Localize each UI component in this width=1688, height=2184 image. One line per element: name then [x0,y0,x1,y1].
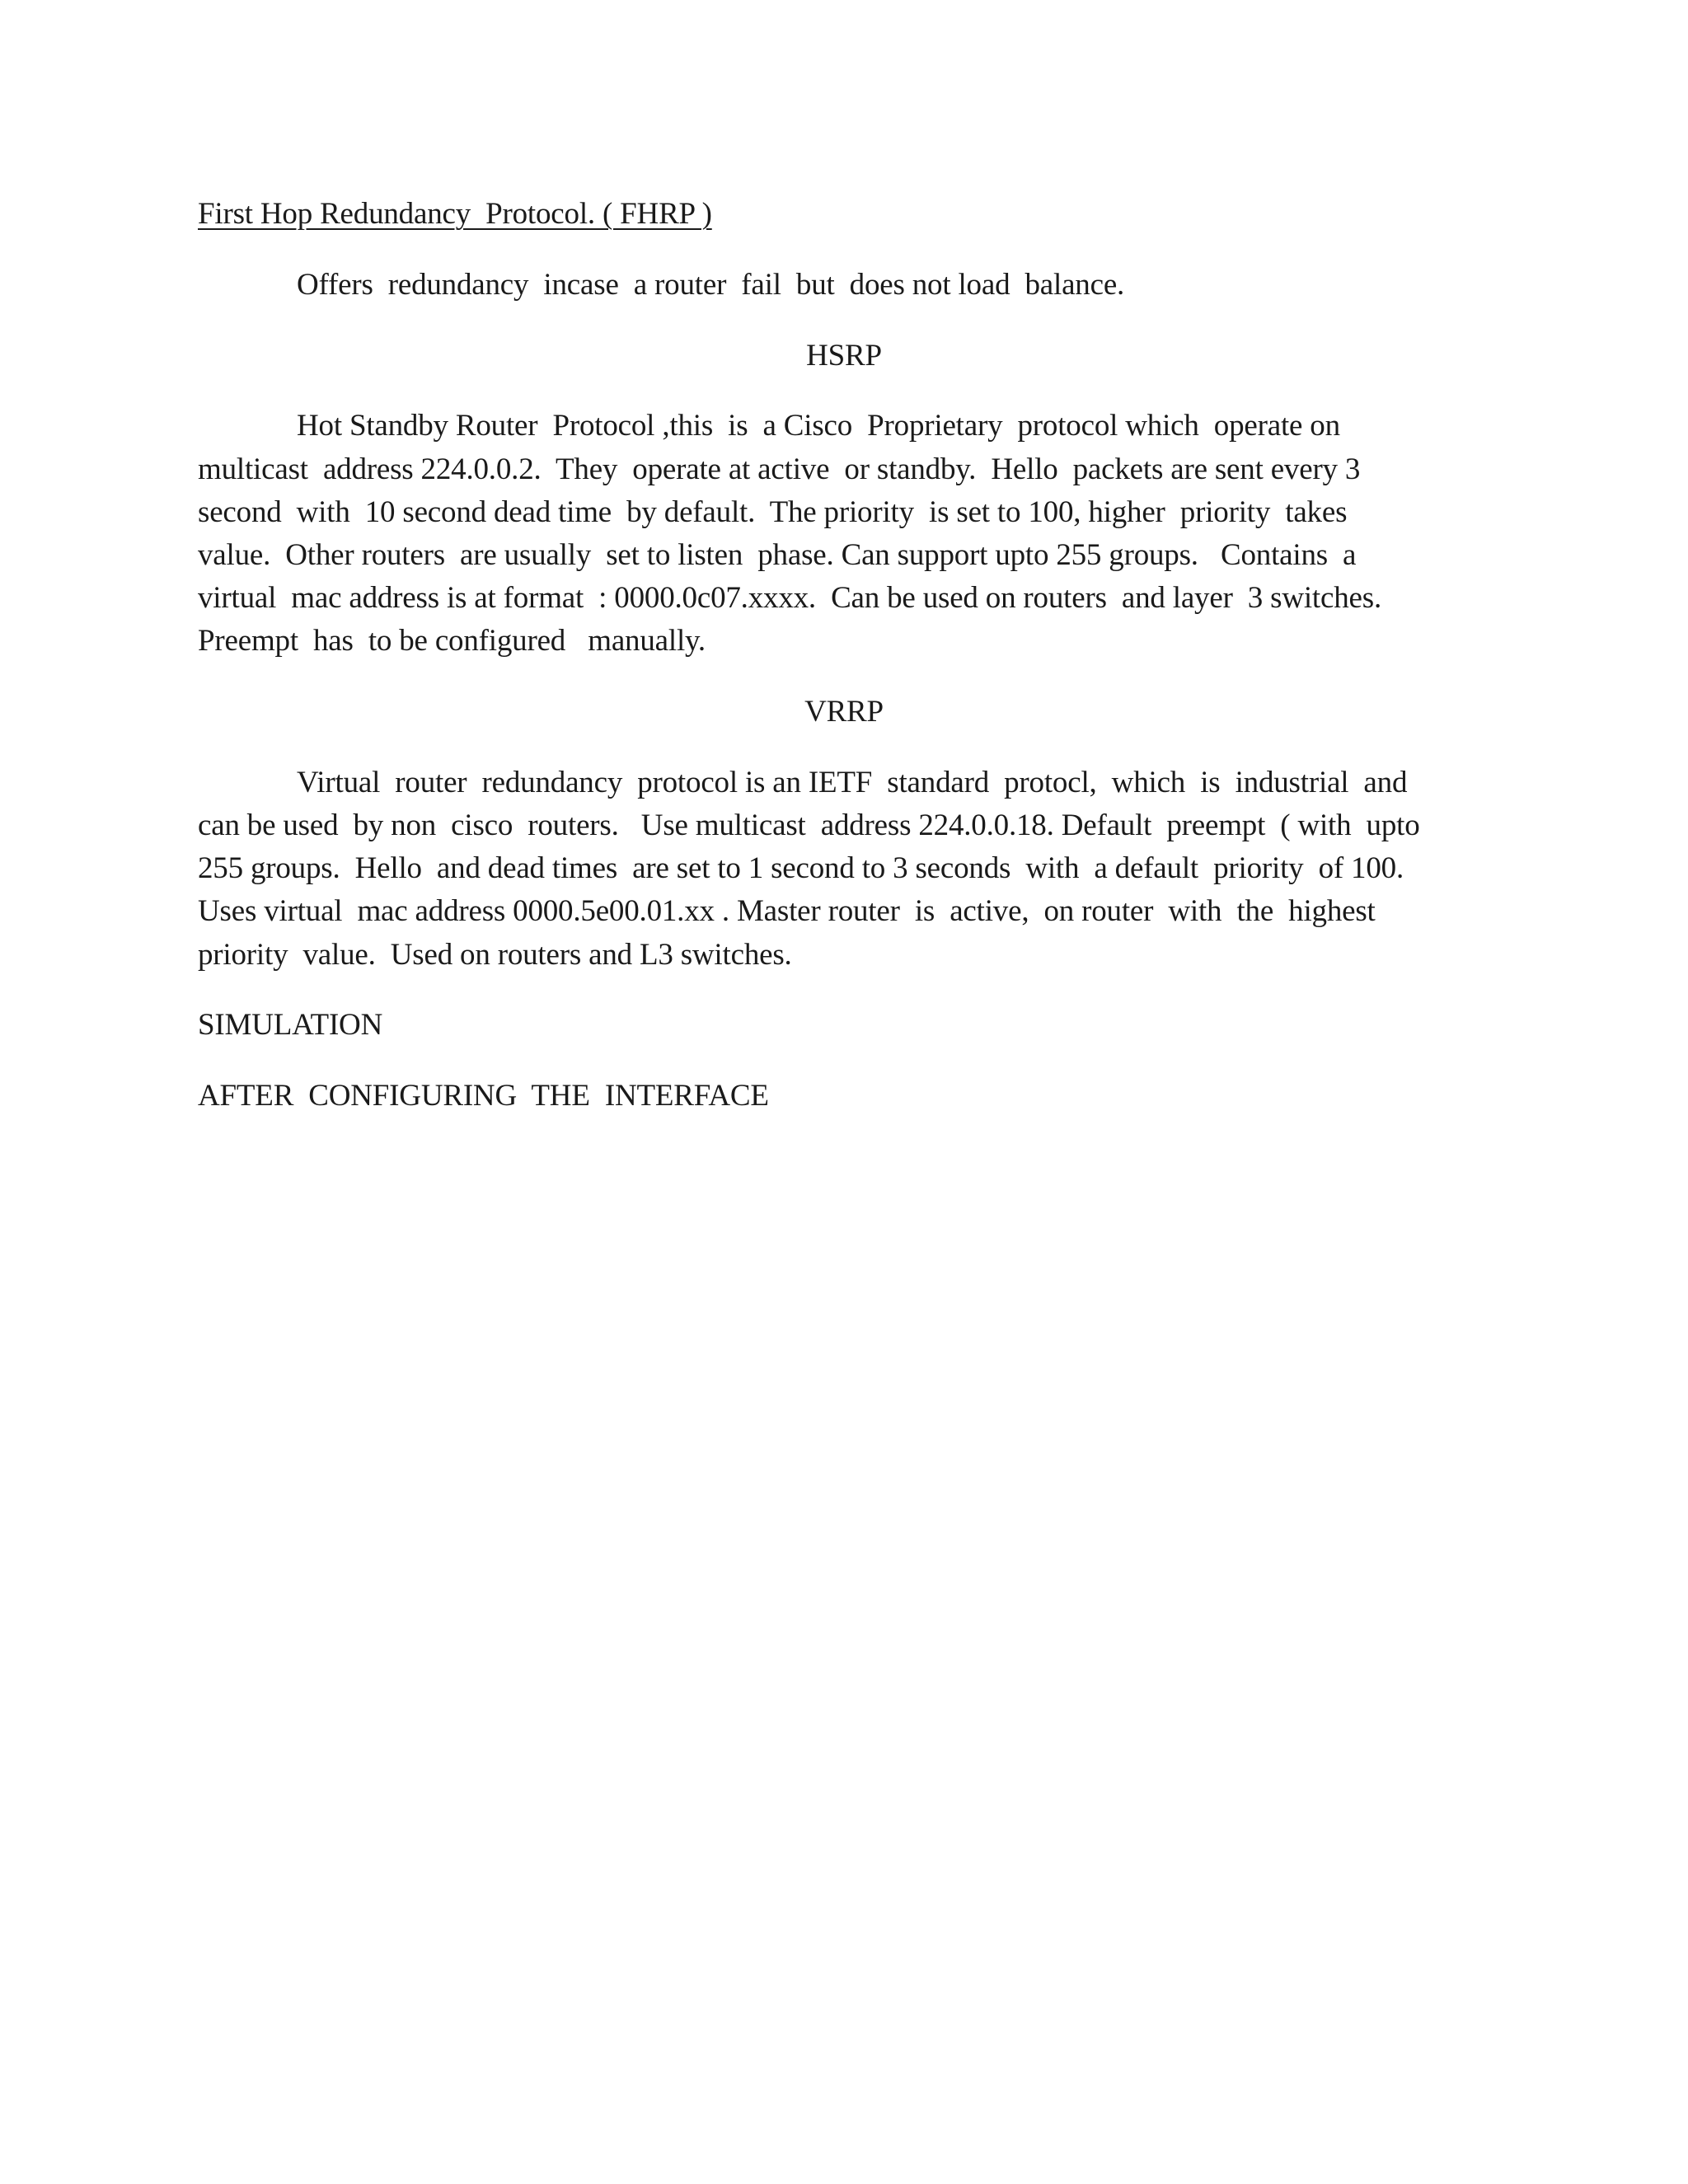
vrrp-paragraph-line: Uses virtual mac address 0000.5e00.01.xx . Master router is active, on router with the highest [198,894,1376,928]
hsrp-paragraph-line: multicast address 224.0.0.2. They operate at active or standby. Hello packets are sent every 3 [198,452,1361,486]
hsrp-paragraph-line: Preempt has to be configured manually. [198,624,706,658]
hsrp-paragraph-line: second with 10 second dead time by default. The priority is set to 100, higher priority takes [198,495,1348,529]
hsrp-paragraph-line: value. Other routers are usually set to listen phase. Can support upto 255 groups. Contains a [198,538,1357,572]
vrrp-paragraph-line: can be used by non cisco routers. Use multicast address 224.0.0.18. Default preempt ( with upto [198,808,1420,842]
vrrp-heading: VRRP [804,695,884,729]
document-title: First Hop Redundancy Protocol. ( FHRP ) [198,197,712,231]
vrrp-paragraph-line: Virtual router redundancy protocol is an IETF standard protocl, which is industrial and [297,766,1408,799]
simulation-heading: SIMULATION [198,1008,383,1042]
vrrp-paragraph-line: priority value. Used on routers and L3 switches. [198,938,792,972]
vrrp-paragraph-line: 255 groups. Hello and dead times are set to 1 second to 3 seconds with a default priority of 100. [198,851,1404,885]
hsrp-paragraph-line: virtual mac address is at format : 0000.0c07.xxxx. Can be used on routers and layer 3 switches. [198,581,1382,615]
hsrp-heading: HSRP [806,339,882,373]
after-configuring-heading: AFTER CONFIGURING THE INTERFACE [198,1079,769,1113]
hsrp-paragraph-line: Hot Standby Router Protocol ,this is a Cisco Proprietary protocol which operate on [297,409,1340,443]
intro-paragraph: Offers redundancy incase a router fail but does not load balance. [297,268,1125,302]
